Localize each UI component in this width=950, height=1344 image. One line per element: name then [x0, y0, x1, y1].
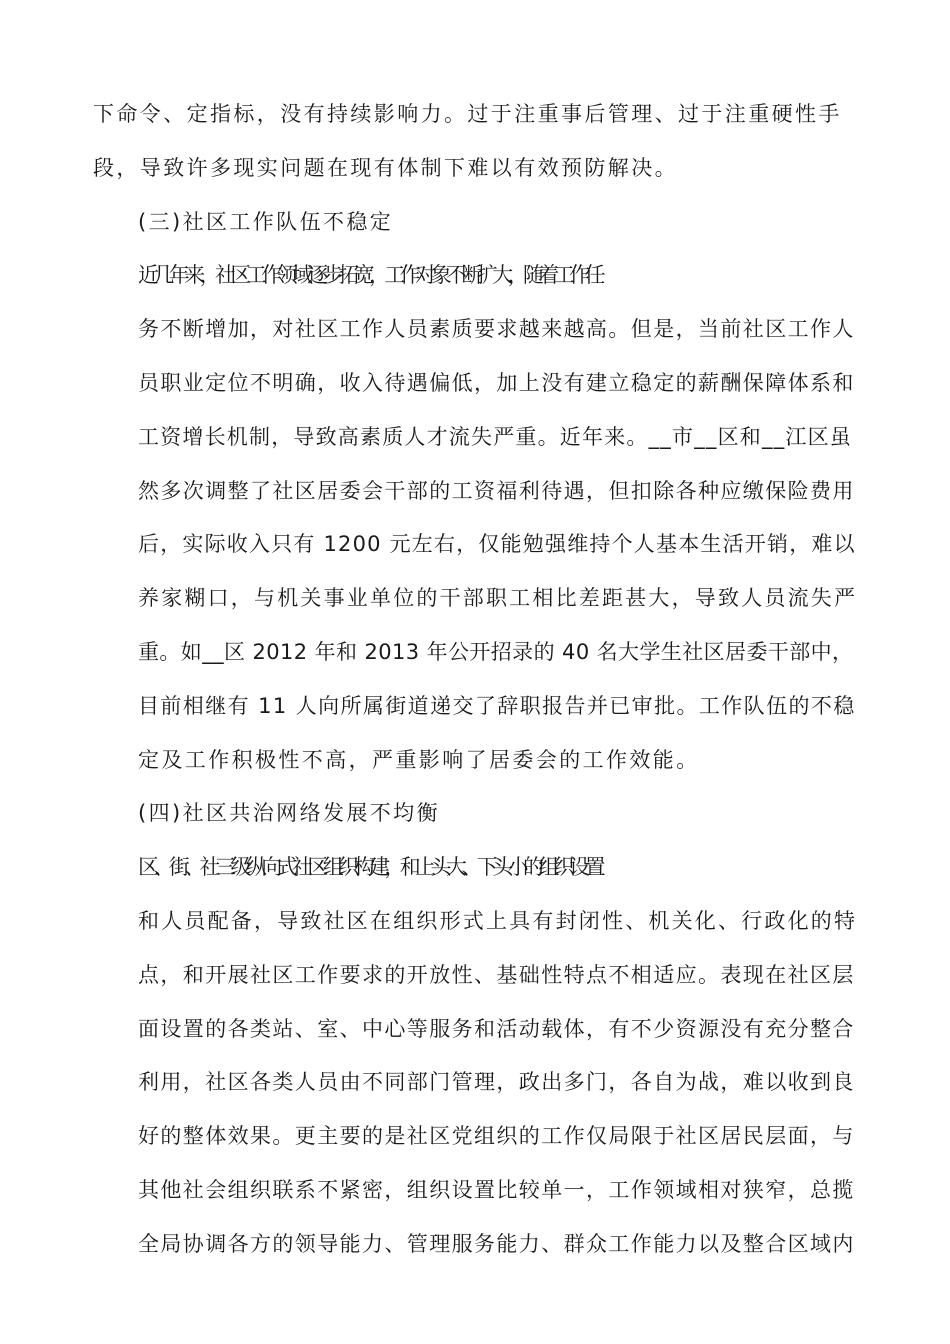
heading-text: (四)社区共治网络发展不均衡	[138, 801, 440, 826]
text-line: 好的整体效果。更主要的是社区党组织的工作仅局限于社区居民层面，与	[138, 1124, 855, 1149]
section-heading-3	[93, 196, 857, 250]
text-line: 养家糊口，与机关事业单位的干部职工相比差距甚大，导致人员流失严	[138, 586, 858, 611]
paragraph-governance	[93, 841, 857, 1271]
text-line: 后，实际收入只有 1200 元左右，仅能勉强维持个人基本生活开销，难以	[138, 532, 856, 557]
paragraph-workforce	[93, 249, 857, 787]
text-line: 员职业定位不明确，收入待遇偏低，加上没有建立稳定的薪酬保障体系和	[138, 370, 855, 395]
text-line: 段，导致许多现实问题在现有体制下难以有效预防解决。	[93, 155, 678, 180]
paragraph-continued	[93, 88, 857, 196]
text-line: 利用，社区各类人员由不同部门管理，政出多门，各自为战，难以收到良	[138, 1070, 855, 1095]
text-line: 重。如__区 2012 年和 2013 年公开招录的 40 名大学生社区居委干部中，	[138, 639, 854, 664]
text-line: 然多次调整了社区居委会干部的工资福利待遇，但扣除各种应缴保险费用	[138, 478, 855, 503]
text-line: 区、街、社三级纵向式社区组织构建，和上头大、下头小的组织设置	[138, 855, 600, 880]
document-page	[93, 88, 857, 1272]
text-line: 下命令、定指标，没有持续影响力。过于注重事后管理、过于注重硬性手	[93, 102, 842, 126]
text-line: 务不断增加，对社区工作人员素质要求越来越高。但是，当前社区工作人	[138, 317, 855, 342]
text-line: 工资增长机制，导致高素质人才流失严重。近年来。__市__区和__江区虽	[138, 424, 852, 449]
text-line: 和人员配备，导致社区在组织形式上具有封闭性、机关化、行政化的特	[138, 908, 858, 933]
section-heading-4	[93, 787, 857, 841]
text-line: 面设置的各类站、室、中心等服务和活动载体，有不少资源没有充分整合	[138, 1016, 855, 1041]
heading-text: (三)社区工作队伍不稳定	[138, 209, 394, 234]
text-line: 点，和开展社区工作要求的开放性、基础性特点不相适应。表现在社区层	[138, 962, 855, 987]
text-line: 定及工作积极性不高，严重影响了居委会的工作效能。	[138, 747, 700, 772]
text-line: 全局协调各方的领导能力、管理服务能力、群众工作能力以及整合区域内	[138, 1231, 855, 1256]
text-line: 其他社会组织联系不紧密，组织设置比较单一，工作领域相对狭窄，总揽	[138, 1177, 855, 1202]
text-line: 目前相继有 11 人向所属街道递交了辞职报告并已审批。工作队伍的不稳	[138, 693, 856, 718]
text-line: 近几年来，社区工作领域逐步拓宽，工作对象不断扩大，随着工作任	[138, 263, 600, 288]
